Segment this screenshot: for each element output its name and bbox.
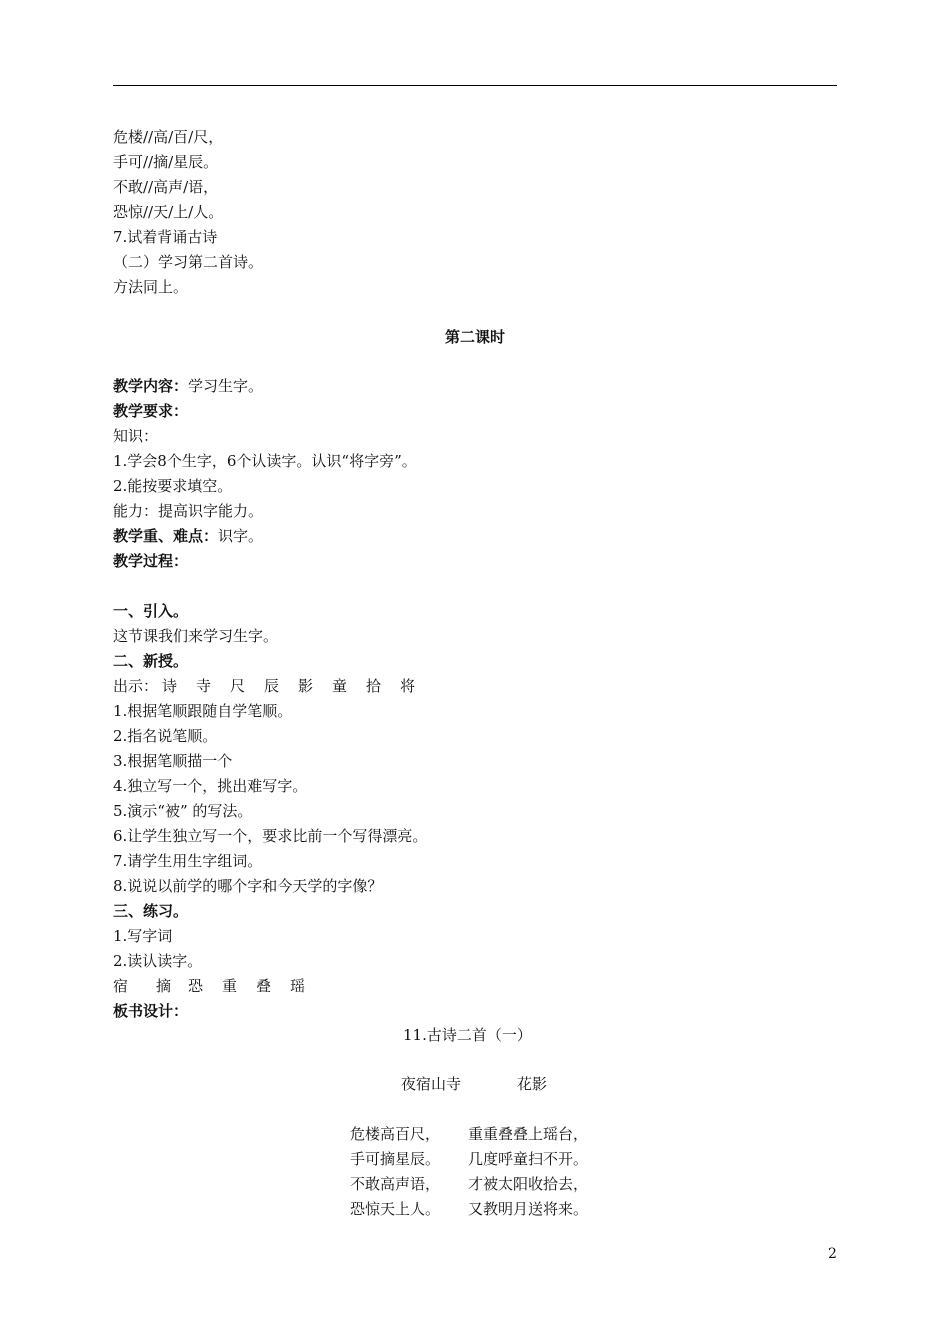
section2-title: 二、新授。 bbox=[113, 652, 189, 670]
board-poem1-line-2: 手可摘星辰。 bbox=[350, 1150, 441, 1168]
section2-step-5: 5.演示“被” 的写法。 bbox=[113, 802, 253, 820]
ability-text: 能力：提高识字能力。 bbox=[113, 502, 264, 520]
board-poem1-line-3: 不敢高声语， bbox=[350, 1175, 441, 1193]
read-char: 宿 bbox=[113, 977, 129, 995]
second-poem-heading: （二）学习第二首诗。 bbox=[113, 253, 264, 271]
section2-step-3: 3.根据笔顺描一个 bbox=[113, 752, 233, 770]
section1-title: 一、引入。 bbox=[113, 602, 189, 620]
section2-step-1: 1.根据笔顺跟随自学笔顺。 bbox=[113, 702, 293, 720]
section2-step-2: 2.指名说笔顺。 bbox=[113, 727, 218, 745]
recitation-line-2: 手可//摘/星辰。 bbox=[113, 153, 219, 171]
lesson-title: 第二课时 bbox=[444, 328, 505, 346]
read-char: 重 bbox=[222, 977, 238, 995]
teaching-content bbox=[113, 374, 263, 398]
step-7: 7.试着背诵古诗 bbox=[113, 228, 218, 246]
board-poem2-line-1: 重重叠叠上瑶台， bbox=[468, 1125, 589, 1143]
recitation-line-4: 恐惊//天/上/人。 bbox=[113, 203, 224, 221]
key-points bbox=[113, 524, 263, 548]
board-poem2-line-2: 几度呼童扫不开。 bbox=[468, 1150, 589, 1168]
board-poem2-title: 花影 bbox=[517, 1075, 548, 1093]
section3-item-1: 1.写字词 bbox=[113, 927, 173, 945]
show-char: 寺 bbox=[196, 677, 212, 695]
board-title: 11.古诗二首（一） bbox=[403, 1026, 532, 1044]
key-points-value: 识字。 bbox=[218, 527, 264, 545]
content-label: 教学内容： bbox=[113, 377, 189, 395]
show-char: 尺 bbox=[230, 677, 246, 695]
read-char: 恐 bbox=[188, 977, 204, 995]
show-char: 影 bbox=[298, 677, 314, 695]
show-char: 辰 bbox=[264, 677, 280, 695]
section3-title: 三、练习。 bbox=[113, 902, 189, 920]
show-label: 出示： bbox=[113, 677, 159, 695]
board-label: 板书设计： bbox=[113, 1002, 189, 1020]
board-poem1-line-1: 危楼高百尺， bbox=[350, 1125, 441, 1143]
knowledge-label: 知识： bbox=[113, 427, 159, 445]
section2-step-7: 7.请学生用生字组词。 bbox=[113, 852, 263, 870]
board-poem2-line-4: 又教明月送将来。 bbox=[468, 1200, 589, 1218]
section2-step-4: 4.独立写一个，挑出难写字。 bbox=[113, 777, 308, 795]
recitation-line-1: 危楼//高/百/尺， bbox=[113, 128, 224, 146]
recitation-line-3: 不敢//高声/语， bbox=[113, 178, 219, 196]
board-poem1-line-4: 恐惊天上人。 bbox=[350, 1200, 441, 1218]
header-rule bbox=[113, 85, 837, 86]
knowledge-item-1: 1.学会8个生字，6个认读字。认识“将字旁”。 bbox=[113, 452, 417, 470]
same-method-text: 方法同上。 bbox=[113, 278, 189, 296]
section2-step-6: 6.让学生独立写一个，要求比前一个写得漂亮。 bbox=[113, 827, 428, 845]
board-poem2-line-3: 才被太阳收拾去， bbox=[468, 1175, 589, 1193]
show-char: 将 bbox=[400, 677, 416, 695]
section1-text: 这节课我们来学习生字。 bbox=[113, 627, 279, 645]
knowledge-item-2: 2.能按要求填空。 bbox=[113, 477, 233, 495]
show-char: 诗 bbox=[162, 677, 178, 695]
process-label: 教学过程： bbox=[113, 552, 189, 570]
board-poem1-title: 夜宿山寺 bbox=[401, 1075, 462, 1093]
content-value: 学习生字。 bbox=[188, 377, 264, 395]
read-char: 叠 bbox=[256, 977, 272, 995]
section3-item-2: 2.读认读字。 bbox=[113, 952, 203, 970]
show-char: 童 bbox=[332, 677, 348, 695]
section2-step-8: 8.说说以前学的哪个字和今天学的字像？ bbox=[113, 877, 383, 895]
show-char: 拾 bbox=[366, 677, 382, 695]
key-points-label: 教学重、难点： bbox=[113, 527, 219, 545]
show-chars-line bbox=[113, 674, 415, 698]
requirements-label: 教学要求： bbox=[113, 402, 189, 420]
read-chars-line bbox=[113, 974, 305, 998]
page-number: 2 bbox=[828, 1246, 837, 1262]
read-char: 摘 bbox=[156, 977, 172, 995]
read-char: 瑶 bbox=[290, 977, 306, 995]
